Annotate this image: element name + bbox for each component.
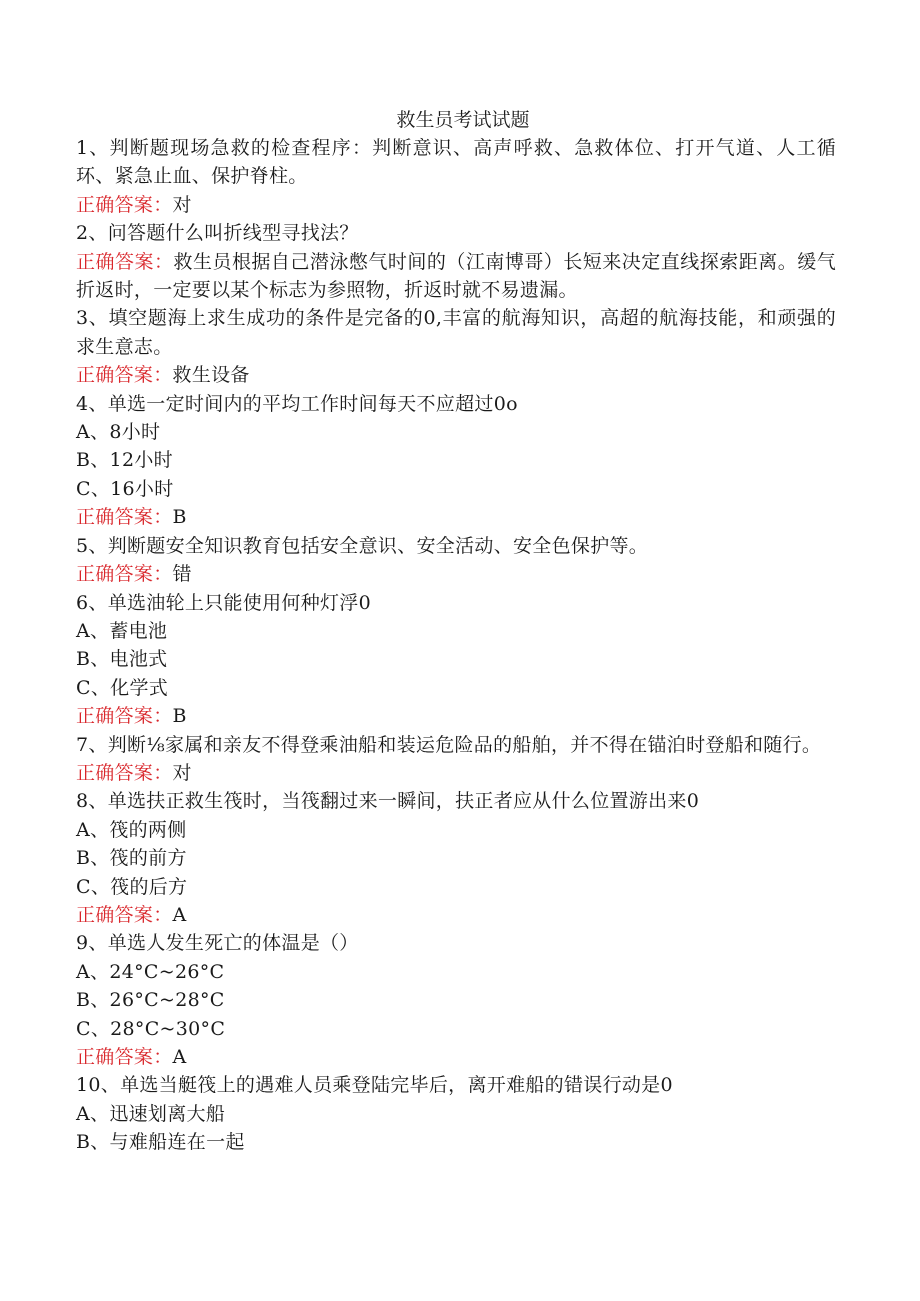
question-7-text: 7、判断⅛家属和亲友不得登乘油船和装运危险品的船舶，并不得在锚泊时登船和随行。 bbox=[76, 733, 822, 756]
question-10-text: 10、单选当艇筏上的遇难人员乘登陆完毕后，离开难船的错误行动是0 bbox=[76, 1074, 673, 1097]
question-9-answer bbox=[76, 1043, 836, 1071]
answer-value: 对 bbox=[172, 761, 192, 784]
answer-label: 正确答案： bbox=[76, 705, 173, 728]
question-6-option-c: C、化学式 bbox=[76, 676, 169, 699]
question-4-option-a: A、8小时 bbox=[76, 421, 161, 444]
question-9-option-b: B、26°C~28°C bbox=[76, 989, 225, 1012]
answer-label: 正确答案： bbox=[76, 193, 173, 216]
question-10-option-a: A、迅速划离大船 bbox=[76, 1102, 226, 1125]
question-1-text: 1、判断题现场急救的检查程序：判断意识、高声呼救、急救体位、打开气道、人工循环、紧急止血、保护脊柱。 bbox=[76, 137, 836, 188]
answer-value: A bbox=[172, 1046, 187, 1068]
question-6-option-a: A、蓄电池 bbox=[76, 619, 168, 642]
answer-value: 对 bbox=[172, 193, 192, 216]
document-page bbox=[76, 106, 836, 1157]
question-9-option-a: A、24°C~26°C bbox=[76, 960, 225, 983]
answer-label: 正确答案： bbox=[76, 364, 173, 387]
question-5-answer bbox=[76, 560, 836, 588]
question-10-option-b: B、与难船连在一起 bbox=[76, 1131, 245, 1154]
answer-label: 正确答案： bbox=[76, 903, 173, 926]
question-4-answer bbox=[76, 503, 836, 531]
question-4-text: 4、单选一定时间内的平均工作时间每天不应超过0o bbox=[76, 392, 518, 415]
question-2-answer bbox=[76, 248, 836, 305]
question-3-text: 3、填空题海上求生成功的条件是完备的0,丰富的航海知识，高超的航海技能，和顽强的求生意志。 bbox=[76, 307, 836, 358]
question-1-answer bbox=[76, 191, 836, 219]
question-6-answer bbox=[76, 702, 836, 730]
answer-value: B bbox=[172, 705, 187, 728]
answer-value: B bbox=[172, 506, 187, 529]
answer-value: 错 bbox=[172, 563, 192, 586]
question-6-text: 6、单选油轮上只能使用何种灯浮0 bbox=[76, 591, 371, 614]
question-4-option-b: B、12小时 bbox=[76, 449, 173, 472]
answer-value: 救生设备 bbox=[172, 364, 250, 387]
answer-value: 救生员根据自己潜泳憋气时间的（江南博哥）长短来决定直线探索距离。缓气折返时，一定要以某个标志为参照物，折返时就不易遗漏。 bbox=[76, 250, 836, 302]
answer-label: 正确答案： bbox=[76, 563, 173, 586]
question-8-option-b: B、筏的前方 bbox=[76, 847, 187, 870]
question-4-option-c: C、16小时 bbox=[76, 477, 174, 500]
question-3-answer bbox=[76, 361, 836, 389]
answer-value: A bbox=[172, 903, 187, 926]
question-8-option-a: A、筏的两侧 bbox=[76, 818, 187, 841]
question-5-text: 5、判断题安全知识教育包括安全意识、安全活动、安全色保护等。 bbox=[76, 534, 649, 557]
document-title: 救生员考试试题 bbox=[396, 109, 530, 131]
answer-label: 正确答案： bbox=[76, 1046, 173, 1068]
answer-label: 正确答案： bbox=[76, 506, 173, 529]
question-9-text: 9、单选人发生死亡的体温是（） bbox=[76, 932, 359, 955]
question-9-option-c: C、28°C~30°C bbox=[76, 1017, 226, 1040]
answer-label: 正确答案： bbox=[76, 761, 173, 784]
question-2-text: 2、问答题什么叫折线型寻找法？ bbox=[76, 222, 359, 245]
answer-label: 正确答案： bbox=[76, 250, 174, 273]
question-8-text: 8、单选扶正救生筏时，当筏翻过来一瞬间，扶正者应从什么位置游出来0 bbox=[76, 790, 700, 813]
question-7-answer bbox=[76, 759, 836, 787]
question-8-option-c: C、筏的后方 bbox=[76, 875, 188, 898]
question-6-option-b: B、电池式 bbox=[76, 648, 168, 671]
question-8-answer bbox=[76, 901, 836, 929]
